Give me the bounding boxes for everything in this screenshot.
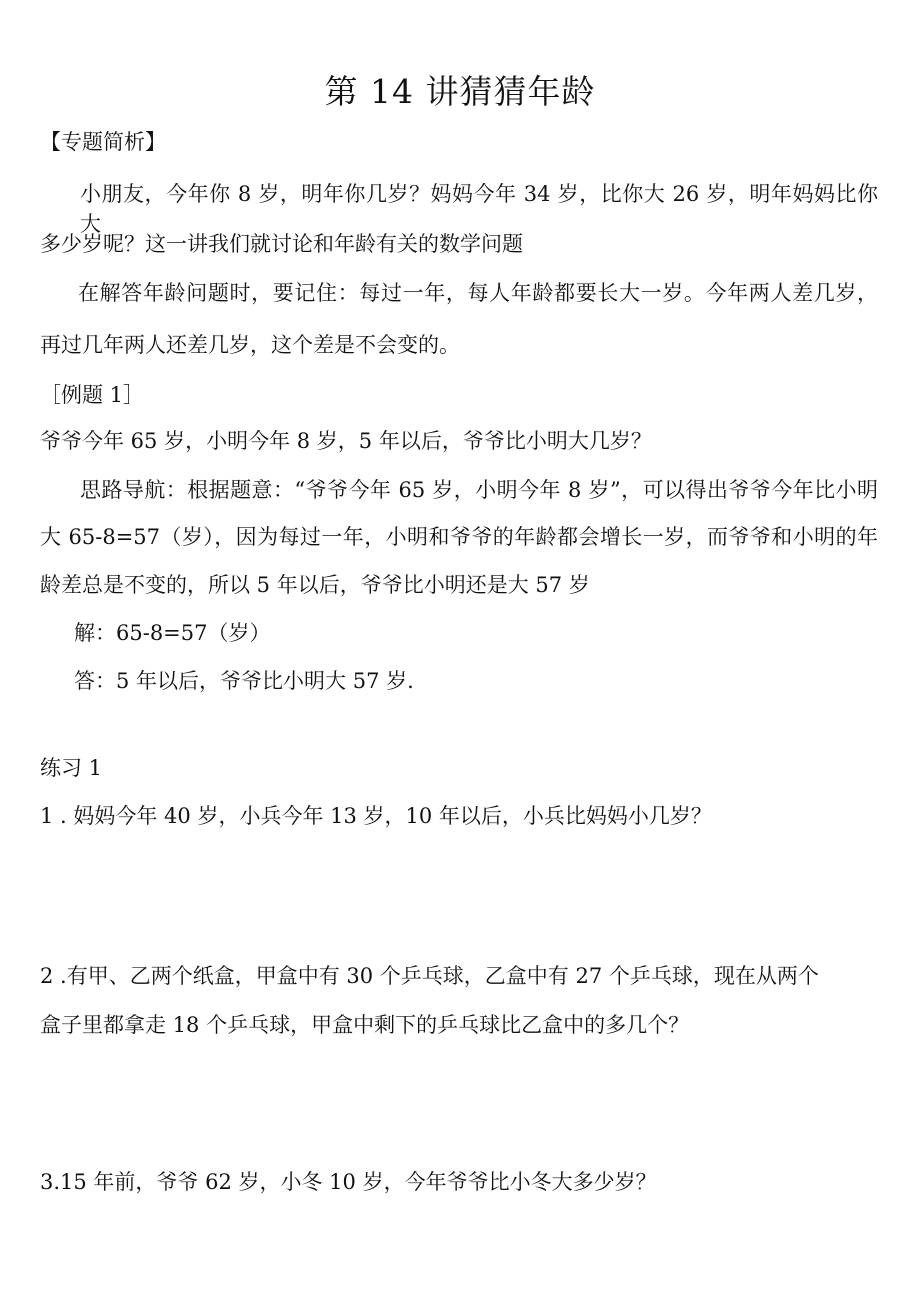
intro-paragraph-2-line-2: 再过几年两人还差几岁，这个差是不会变的。 xyxy=(40,333,460,357)
example-thinking-line-2: 大 65-8=57（岁），因为每过一年，小明和爷爷的年龄都会增长一岁，而爷爷和小明的年 xyxy=(40,525,878,549)
example-thinking-line-3: 龄差总是不变的，所以 5 年以后，爷爷比小明还是大 57 岁 xyxy=(40,573,590,597)
exercise-label: 练习 1 xyxy=(40,756,103,780)
example-label: ［例题 1］ xyxy=(40,383,145,407)
exercise-question-2-line-2: 盒子里都拿走 18 个乒乓球，甲盒中剩下的乒乓球比乙盒中的多几个？ xyxy=(40,1013,690,1037)
intro-paragraph-2-line-1: 在解答年龄问题时，要记住：每过一年，每人年龄都要长大一岁。今年两人差几岁， xyxy=(78,281,878,305)
exercise-question-3: 3.15 年前，爷爷 62 岁，小冬 10 岁，今年爷爷比小冬大多少岁？ xyxy=(40,1170,657,1194)
page-title: 第 14 讲猜猜年龄 xyxy=(324,72,596,111)
intro-paragraph-1-line-1: 小朋友，今年你 8 岁，明年你几岁？妈妈今年 34 岁，比你大 26 岁，明年妈妈比你大 xyxy=(80,182,878,236)
section-heading: 【专题简析】 xyxy=(40,130,166,154)
example-solution: 解：65-8=57（岁） xyxy=(74,621,271,645)
example-thinking-line-1: 思路导航：根据题意：“爷爷今年 65 岁，小明今年 8 岁”，可以得出爷爷今年比小明 xyxy=(80,478,878,502)
exercise-question-2-line-1: 2 .有甲、乙两个纸盒，甲盒中有 30 个乒乓球，乙盒中有 27 个乒乓球，现在从两个 xyxy=(40,964,819,988)
intro-paragraph-1-line-2: 多少岁呢？这一讲我们就讨论和年龄有关的数学问题 xyxy=(40,232,523,256)
exercise-question-1: 1 . 妈妈今年 40 岁，小兵今年 13 岁，10 年以后，小兵比妈妈小几岁？ xyxy=(40,804,712,828)
example-question: 爷爷今年 65 岁，小明今年 8 岁，5 年以后，爷爷比小明大几岁？ xyxy=(40,429,652,453)
example-answer: 答：5 年以后，爷爷比小明大 57 岁. xyxy=(74,669,414,693)
